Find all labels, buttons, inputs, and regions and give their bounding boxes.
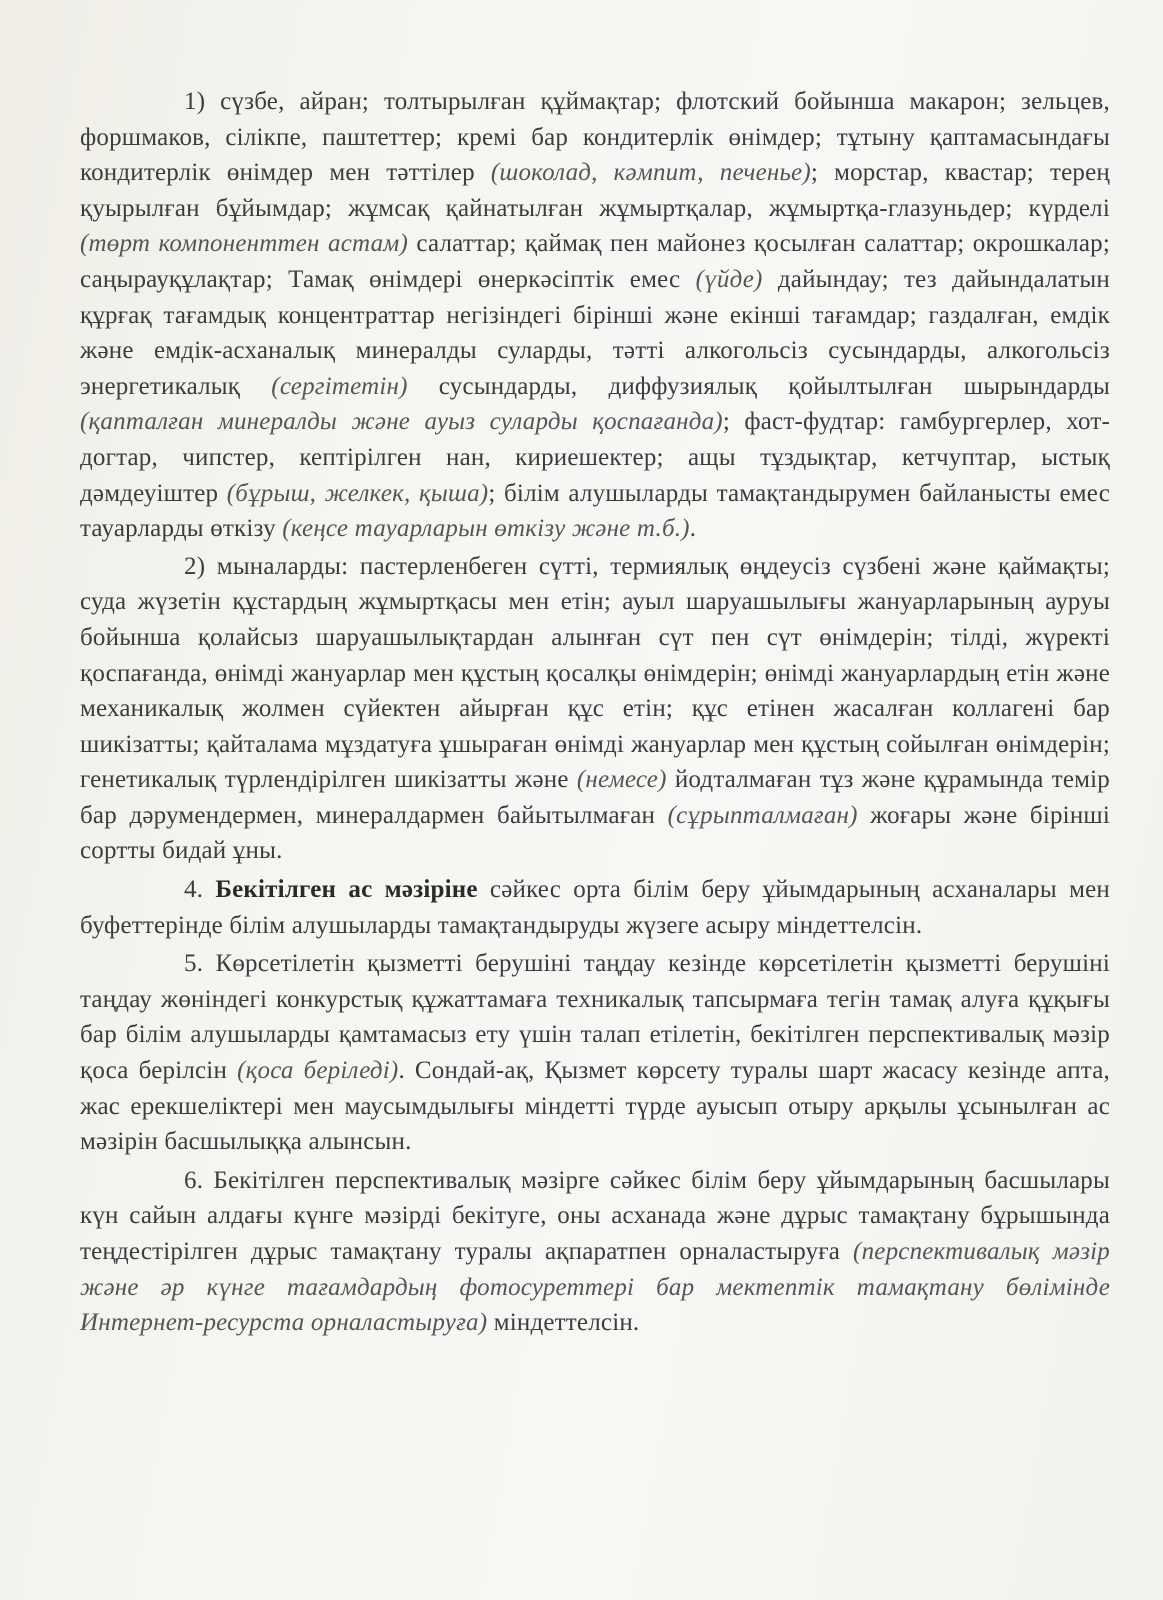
italic-text-span: (сұрыпталмаған)	[667, 801, 858, 829]
italic-text-span: (немесе)	[576, 766, 667, 794]
text-span: ; білім алушыларды тамақтандырумен байланысты емес тауарларды өткізу	[80, 479, 1110, 543]
italic-text-span: (қоса беріледі)	[237, 1057, 399, 1085]
text-span: міндеттелсін.	[487, 1309, 640, 1337]
text-span: жоғары және бірінші сортты бидай ұны.	[80, 801, 1110, 865]
text-span: 5. Көрсетілетін қызметті берушіні таңдау кезінде көрсетілетін қызметті берушіні таңдау жөніндегі конкурстық құжаттамаға техникалық тапсырмаға тегін тамақ алуға құқығы бар білім алушыларды қамтамасыз ету үшін талап етілетін, бекітілген перспективалық мәзір қоса берілсін	[80, 950, 1110, 1085]
text-span: сәйкес орта білім беру ұйымдарының асханалары мен буфеттерінде білім алушыларды тамақтандыруды жүзеге асыру міндеттелсін.	[80, 876, 1111, 939]
italic-text-span: (сергітетін)	[271, 372, 408, 400]
text-span: . Сондай-ақ, Қызмет көрсету туралы шарт жасасу кезінде апта, жас ерекшеліктері мен маусымдылығы міндетті түрде ауысып отыру арқылы ұсынылған ас мәзірін басшылыққа алынсын.	[80, 1057, 1110, 1156]
text-span: .	[689, 515, 697, 543]
italic-text-span: (төрт компоненттен астам)	[80, 230, 408, 258]
italic-text-span: (қапталған минералды және ауыз суларды қоспағанда)	[80, 408, 723, 436]
text-span: 6. Бекітілген перспективалық мәзірге сәйкес білім беру ұйымдарының басшылары күн сайын алдағы күнге мәзірді бекітуге, оны асханада және дұрыс тамақтану бұрышында теңдестірілген дұрыс тамақтану туралы ақпаратпен орналастыруға	[80, 1166, 1110, 1265]
text-span: ; морстар, квастар; терең қуырылған бұйымдар; жұмсақ қайнатылған жұмыртқалар, жұмыртқа-глазуньдер; күрделі	[80, 159, 1111, 222]
text-span: салаттар; қаймақ пен майонез қосылған салаттар; окрошкалар; саңырауқұлақтар; Тамақ өнімдері өнеркәсіптік емес	[80, 230, 1110, 293]
text-span: 2) мыналарды: пастерленбеген сүтті, термиялық өңдеусіз сүзбені және қаймақты; суда жүзетін құстардың жұмыртқасы мен етін; ауыл шаруашылығы жануарларының ауруы бойынша қолайсыз шаруашылықтардан алынған сүт пен сүт өнімдерін; тілді, жүректі қоспағанда, өнімді жануарлар мен құстың қосалқы өнімдерін; өнімді жануарлардың етін және механикалық жолмен сүйектен айырған құс етін; құс етінен жасалған коллагені бар шикізатты; қайталама мұздатуға ұшыраған өнімді жануарлар мен құстың сойылған өнімдерін; генетикалық түрлендірілген шикізатты және	[80, 552, 1110, 794]
paragraph-item-1	[80, 84, 1110, 547]
paragraph-item-2	[80, 549, 1110, 869]
paragraph-section-4	[80, 872, 1110, 943]
text-span: 1) сүзбе, айран; толтырылған құймақтар; флотский бойынша макарон; зельцев, форшмаков, сілікпе, паштеттер; кремі бар кондитерлік өнімдер; тұтыну қаптамасындағы кондитерлік өнімдер мен тәттілер	[80, 88, 1110, 187]
italic-text-span: (кеңсе тауарларын өткізу және т.б.)	[282, 515, 690, 543]
italic-text-span: (бұрыш, желкек, қыша)	[226, 479, 489, 507]
section-number: 4.	[184, 876, 216, 904]
paragraph-section-5	[80, 946, 1110, 1160]
italic-text-span: (шоколад, кәмпит, печенье)	[490, 159, 811, 187]
text-span: сусындарды, диффузиялық қойылтылған шырындарды	[407, 372, 1110, 400]
bold-text-span: Бекітілген ас мәзіріне	[215, 876, 478, 904]
paragraph-section-6	[80, 1163, 1110, 1341]
text-span: йодталмаған тұз және құрамында темір бар дәрумендермен, минералдармен байытылмаған	[80, 766, 1111, 829]
document-body	[80, 82, 1110, 1341]
text-span: дайындау; тез дайындалатын құрғақ тағамдық концентраттар негізіндегі бірінші және екінші тағамдар; газдалған, емдік және емдік-асханалық минералды суларды, тәтті алкогольсіз сусындарды, алкогольсіз энергетикалық	[80, 265, 1110, 400]
text-span: ; фаст-фудтар: гамбургерлер, хот-догтар, чипстер, кептірілген нан, кириешектер; ащы тұздықтар, кетчуптар, ыстық дәмдеуіштер	[80, 408, 1110, 507]
italic-text-span: (үйде)	[695, 265, 763, 293]
italic-text-span: (перспективалық мәзір және әр күнге тағамдардың фотосуреттері бар мектептік тамақтану бөлімінде Интернет-ресурста орналастыруға)	[80, 1238, 1110, 1337]
